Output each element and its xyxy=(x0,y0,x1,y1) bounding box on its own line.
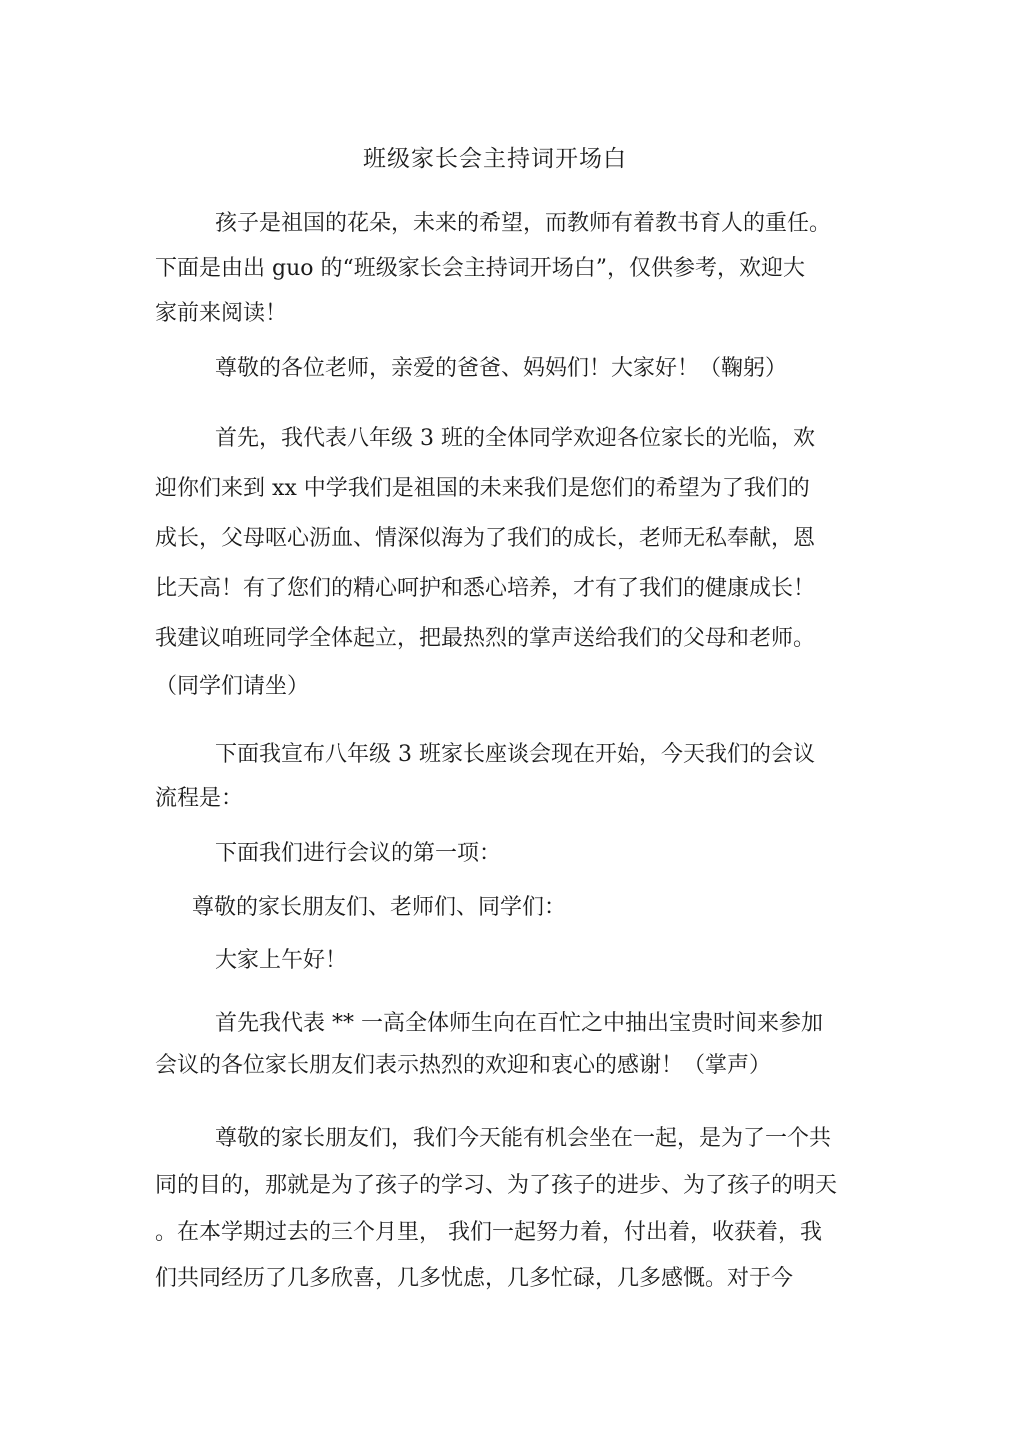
text-line: 我建议咱班同学全体起立，把最热烈的掌声送给我们的父母和老师。 xyxy=(155,626,816,651)
text-line: 家前来阅读！ xyxy=(155,301,288,326)
text-line: 流程是： xyxy=(155,786,244,811)
text-line: 会议的各位家长朋友们表示热烈的欢迎和衷心的感谢！（掌声） xyxy=(155,1053,772,1078)
text-line: 。在本学期过去的三个月里， 我们一起努力着，付出着，收获着，我 xyxy=(155,1220,822,1245)
text-line: 下面我宣布八年级 3 班家长座谈会现在开始，今天我们的会议 xyxy=(215,742,815,767)
text-line: 首先，我代表八年级 3 班的全体同学欢迎各位家长的光临，欢 xyxy=(215,426,815,451)
text-line: 尊敬的各位老师，亲爱的爸爸、妈妈们！大家好！（鞠躬） xyxy=(215,356,788,381)
text-line: （同学们请坐） xyxy=(155,674,310,699)
page-title: 班级家长会主持词开场白 xyxy=(363,146,627,172)
text-line: 同的目的，那就是为了孩子的学习、为了孩子的进步、为了孩子的明天 xyxy=(155,1173,838,1198)
text-line: 比天高！有了您们的精心呵护和悉心培养，才有了我们的健康成长！ xyxy=(155,576,816,601)
text-line: 尊敬的家长朋友们，我们今天能有机会坐在一起，是为了一个共 xyxy=(215,1126,832,1151)
text-line: 首先我代表 ** 一高全体师生向在百忙之中抽出宝贵时间来参加 xyxy=(215,1011,823,1036)
text-line: 尊敬的家长朋友们、老师们、同学们： xyxy=(192,895,567,920)
text-line: 下面我们进行会议的第一项： xyxy=(215,841,502,866)
text-line: 们共同经历了几多欣喜，几多忧虑，几多忙碌，几多感慨。对于今 xyxy=(155,1266,794,1291)
text-line: 下面是由出 guo 的“班级家长会主持词开场白”，仅供参考，欢迎大 xyxy=(155,256,805,281)
text-line: 大家上午好！ xyxy=(215,948,348,973)
text-line: 成长，父母呕心沥血、情深似海为了我们的成长，老师无私奉献，恩 xyxy=(155,526,816,551)
text-line: 迎你们来到 xx 中学我们是祖国的未来我们是您们的希望为了我们的 xyxy=(155,476,810,501)
text-line: 孩子是祖国的花朵，未来的希望，而教师有着教书育人的重任。 xyxy=(215,211,832,236)
